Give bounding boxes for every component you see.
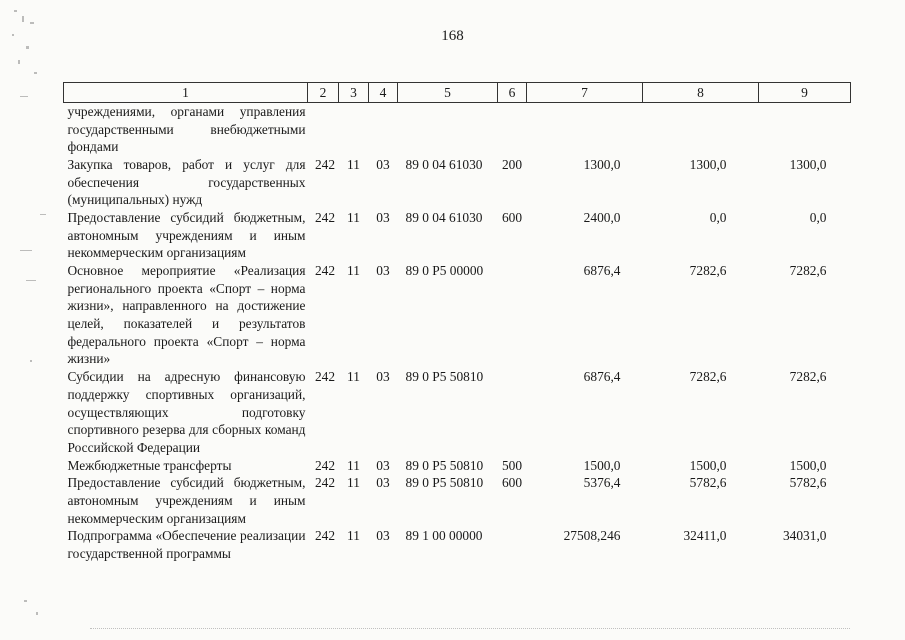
subsection-code-cell: 03 bbox=[376, 475, 390, 491]
table-row bbox=[64, 527, 851, 562]
table-header-row bbox=[64, 83, 851, 103]
amount-year1-cell: 6876,4 bbox=[583, 369, 621, 385]
subsection-code-cell: 03 bbox=[376, 457, 390, 473]
target-article-cell: 89 0 04 61030 bbox=[405, 156, 483, 172]
subsection-code-cell: 03 bbox=[376, 156, 390, 172]
amount-year2-cell bbox=[643, 102, 759, 156]
row-name-cell: Межбюджетные трансферты bbox=[67, 457, 232, 473]
subsection-code-cell bbox=[369, 102, 398, 156]
amount-year2-cell: 32411,0 bbox=[683, 528, 727, 544]
target-article-cell: 89 0 P5 50810 bbox=[405, 475, 484, 491]
table-row bbox=[64, 474, 851, 527]
column-header: 3 bbox=[339, 83, 369, 103]
target-article-cell: 89 0 04 61030 bbox=[405, 209, 483, 225]
column-header: 9 bbox=[759, 83, 851, 103]
target-article-cell: 89 0 P5 50810 bbox=[405, 457, 484, 473]
section-code-cell: 242 bbox=[314, 457, 336, 473]
row-name-cell: Предоставление субсидий бюджетным, автономным учреждениям и иным некоммерческим организациям bbox=[67, 209, 306, 261]
page-number: 168 bbox=[441, 28, 464, 44]
expense-type-cell bbox=[498, 527, 527, 562]
expense-type-cell: 600 bbox=[501, 209, 523, 225]
row-name-cell: Основное мероприятие «Реализация регионального проекта «Спорт – норма жизни», направленного на достижение целей, показателей и результатов федерального проекта «Спорт – норма жизни» bbox=[67, 263, 306, 367]
amount-year3-cell: 7282,6 bbox=[789, 263, 827, 278]
amount-year1-cell: 6876,4 bbox=[583, 263, 621, 278]
amount-year3-cell: 7282,6 bbox=[789, 369, 827, 385]
amount-year1-cell: 5376,4 bbox=[583, 475, 621, 491]
column-header: 5 bbox=[398, 83, 498, 103]
budget-table bbox=[63, 82, 851, 563]
subsection-code-cell: 03 bbox=[376, 209, 390, 225]
subsection-code-cell: 03 bbox=[376, 263, 390, 278]
section-code-cell: 242 bbox=[314, 156, 336, 172]
chapter-code-cell: 11 bbox=[347, 457, 360, 473]
amount-year2-cell: 1500,0 bbox=[689, 457, 727, 473]
subsection-code-cell: 03 bbox=[376, 528, 390, 544]
section-code-cell: 242 bbox=[314, 369, 336, 385]
target-article-cell: 89 0 P5 00000 bbox=[405, 263, 484, 278]
amount-year3-cell: 1500,0 bbox=[789, 457, 827, 473]
table-row bbox=[64, 209, 851, 262]
section-code-cell: 242 bbox=[314, 209, 336, 225]
row-name-cell: Предоставление субсидий бюджетным, автономным учреждениям и иным некоммерческим организациям bbox=[67, 475, 306, 526]
section-code-cell: 242 bbox=[314, 263, 336, 278]
amount-year3-cell: 1300,0 bbox=[789, 156, 827, 172]
table-row bbox=[64, 262, 851, 368]
amount-year3-cell bbox=[759, 102, 851, 156]
column-header: 8 bbox=[643, 83, 759, 103]
column-header: 2 bbox=[308, 83, 339, 103]
amount-year3-cell: 0,0 bbox=[809, 209, 827, 225]
amount-year2-cell: 0,0 bbox=[709, 209, 727, 225]
expense-type-cell: 500 bbox=[501, 457, 523, 473]
expense-type-cell bbox=[498, 102, 527, 156]
scan-noise-left-edge bbox=[0, 0, 60, 640]
target-article-cell bbox=[398, 102, 498, 156]
table-row bbox=[64, 368, 851, 456]
row-name-cell: Субсидии на адресную финансовую поддержку спортивных организаций, осуществляющих подготовку спортивного резерва для сборных команд Российской Федерации bbox=[67, 369, 306, 455]
row-name-cell: Закупка товаров, работ и услуг для обеспечения государственных (муниципальных) нужд bbox=[67, 156, 306, 208]
row-name-cell: Подпрограмма «Обеспечение реализации государственной программы bbox=[67, 528, 306, 561]
subsection-code-cell: 03 bbox=[376, 369, 390, 385]
section-code-cell: 242 bbox=[314, 528, 336, 544]
amount-year2-cell: 7282,6 bbox=[689, 263, 727, 278]
chapter-code-cell: 11 bbox=[347, 369, 360, 385]
amount-year2-cell: 7282,6 bbox=[689, 369, 727, 385]
expense-type-cell: 600 bbox=[501, 475, 523, 491]
expense-type-cell bbox=[498, 262, 527, 368]
amount-year1-cell bbox=[527, 102, 643, 156]
table-row bbox=[64, 102, 851, 156]
expense-type-cell bbox=[498, 368, 527, 456]
amount-year3-cell: 5782,6 bbox=[789, 475, 827, 491]
column-header: 7 bbox=[527, 83, 643, 103]
chapter-code-cell: 11 bbox=[347, 263, 360, 278]
column-header: 1 bbox=[64, 83, 308, 103]
expense-type-cell: 200 bbox=[501, 156, 523, 172]
chapter-code-cell: 11 bbox=[347, 156, 360, 172]
amount-year1-cell: 1500,0 bbox=[583, 457, 621, 473]
chapter-code-cell: 11 bbox=[347, 209, 360, 225]
amount-year2-cell: 5782,6 bbox=[689, 475, 727, 491]
amount-year3-cell: 34031,0 bbox=[782, 528, 827, 544]
row-name-cell: учреждениями, органами управления государственными внебюджетными фондами bbox=[67, 103, 306, 155]
scan-noise-bottom bbox=[90, 628, 850, 632]
amount-year1-cell: 1300,0 bbox=[583, 156, 621, 172]
amount-year2-cell: 1300,0 bbox=[689, 156, 727, 172]
column-header: 6 bbox=[498, 83, 527, 103]
amount-year1-cell: 27508,246 bbox=[563, 528, 621, 544]
chapter-code-cell: 11 bbox=[347, 528, 360, 544]
column-header: 4 bbox=[369, 83, 398, 103]
target-article-cell: 89 0 P5 50810 bbox=[405, 369, 484, 385]
amount-year1-cell: 2400,0 bbox=[583, 209, 621, 225]
table-row bbox=[64, 457, 851, 475]
target-article-cell: 89 1 00 00000 bbox=[405, 528, 483, 544]
section-code-cell: 242 bbox=[314, 475, 336, 491]
section-code-cell bbox=[308, 102, 339, 156]
chapter-code-cell bbox=[339, 102, 369, 156]
table-row bbox=[64, 156, 851, 209]
chapter-code-cell: 11 bbox=[347, 475, 360, 491]
